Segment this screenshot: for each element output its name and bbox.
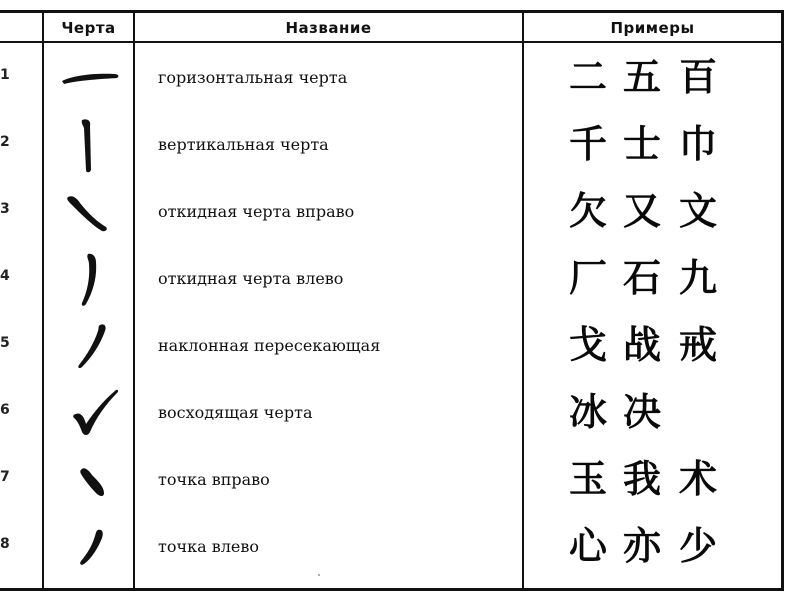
example-char: 士 <box>622 121 661 166</box>
examples <box>540 185 780 237</box>
example-char: 又 <box>622 188 661 233</box>
examples <box>540 386 780 438</box>
table-row <box>0 179 784 246</box>
row-number: 2 <box>0 134 10 150</box>
right-falling-stroke-icon <box>44 179 133 246</box>
row-number: 1 <box>0 67 10 83</box>
example-char: 战 <box>622 322 661 367</box>
row-number: 6 <box>0 402 10 418</box>
table-row <box>0 313 784 380</box>
table-row <box>0 447 784 514</box>
horizontal-stroke-icon <box>44 45 133 112</box>
example-char: 九 <box>678 255 717 300</box>
stroke-cell <box>44 179 133 246</box>
stroke-cell <box>44 112 133 179</box>
table-bottom-border <box>0 588 784 591</box>
example-char: 二 <box>568 54 607 99</box>
examples <box>540 319 780 371</box>
stroke-name: горизонтальная черта <box>158 68 348 87</box>
stroke-cell <box>44 380 133 447</box>
table-row <box>0 246 784 313</box>
example-char: 术 <box>678 456 717 501</box>
example-char: 千 <box>568 121 607 166</box>
examples <box>540 520 780 572</box>
dot-left-stroke-icon <box>44 514 133 581</box>
example-char: 石 <box>622 255 661 300</box>
table-row <box>0 380 784 447</box>
example-char: 厂 <box>568 255 607 300</box>
slanted-crossing-stroke-icon <box>44 313 133 380</box>
example-char: 玉 <box>568 456 607 501</box>
row-number: 4 <box>0 268 10 284</box>
example-char: 戒 <box>678 322 717 367</box>
stroke-name: вертикальная черта <box>158 135 329 154</box>
row-number: 8 <box>0 536 10 552</box>
rising-stroke-icon <box>44 380 133 447</box>
dot-right-stroke-icon <box>44 447 133 514</box>
example-char: 冰 <box>568 389 607 434</box>
stroke-cell <box>44 246 133 313</box>
example-char: 五 <box>622 54 661 99</box>
table-row <box>0 112 784 179</box>
example-char: 戈 <box>568 322 607 367</box>
header-stroke: Черта <box>61 19 116 37</box>
stroke-name: точка вправо <box>158 470 270 489</box>
row-number: 3 <box>0 201 10 217</box>
example-char: 我 <box>622 456 661 501</box>
header-examples: Примеры <box>610 19 695 37</box>
row-number: 5 <box>0 335 10 351</box>
examples <box>540 118 780 170</box>
examples <box>540 252 780 304</box>
example-char: 少 <box>678 523 717 568</box>
stroke-cell <box>44 447 133 514</box>
header-divider <box>0 41 784 43</box>
stroke-cell <box>44 45 133 112</box>
example-char: 巾 <box>678 121 717 166</box>
example-char: 欠 <box>568 188 607 233</box>
stroke-name: откидная черта влево <box>158 269 344 288</box>
stroke-name: откидная черта вправо <box>158 202 355 221</box>
row-number: 7 <box>0 469 10 485</box>
stroke-cell <box>44 313 133 380</box>
examples <box>540 51 780 103</box>
example-char: 心 <box>568 523 607 568</box>
scan-speck <box>318 574 320 576</box>
example-char: 亦 <box>622 523 661 568</box>
stroke-name: точка влево <box>158 537 259 556</box>
vertical-stroke-icon <box>44 112 133 179</box>
table-row <box>0 514 784 581</box>
table-row <box>0 45 784 112</box>
left-falling-stroke-icon <box>44 246 133 313</box>
example-char: 决 <box>622 389 661 434</box>
example-char: 百 <box>678 54 717 99</box>
example-char: 文 <box>678 188 717 233</box>
examples <box>540 453 780 505</box>
stroke-name: наклонная пересекающая <box>158 336 381 355</box>
stroke-cell <box>44 514 133 581</box>
header-name: Название <box>285 19 372 37</box>
stroke-name: восходящая черта <box>158 403 313 422</box>
table-top-border <box>0 10 784 13</box>
